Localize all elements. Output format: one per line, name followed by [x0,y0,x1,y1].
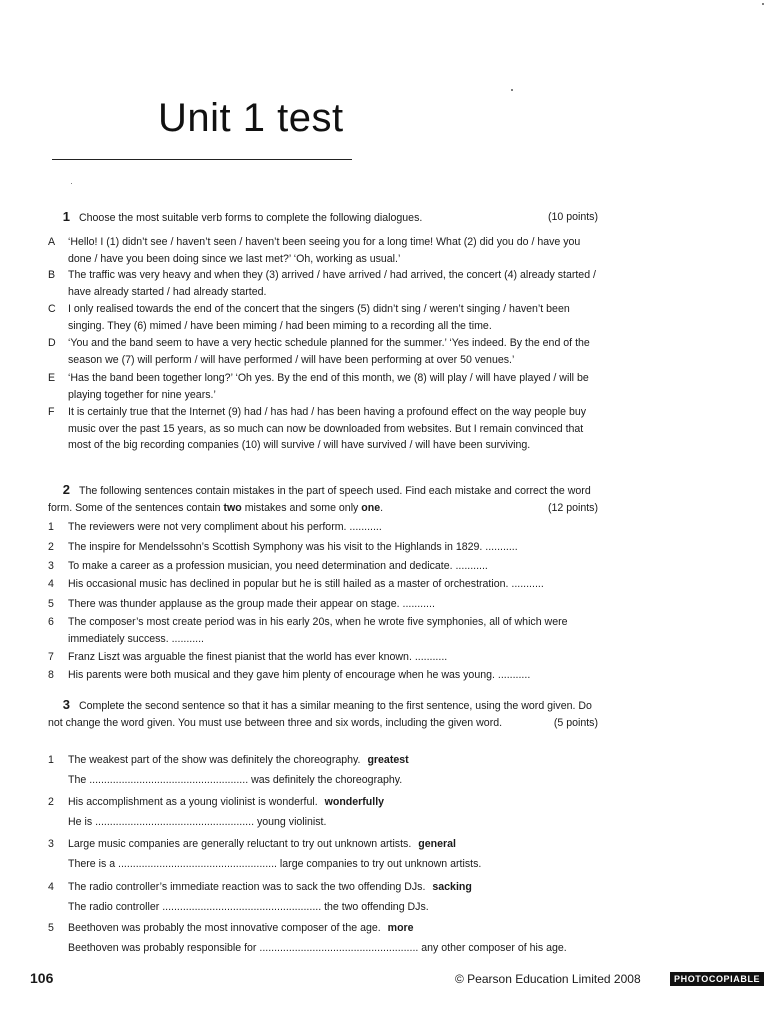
scan-speck [71,183,72,184]
original-sentence: The weakest part of the show was definitely the choreography. [68,754,361,766]
section-number: 2 [62,482,70,497]
transformation-item [48,920,598,956]
section-number: 3 [62,697,70,712]
key-word: more [387,922,414,934]
item-text: To make a career as a profession musician, you need determination and dedicate. ........... [68,560,488,572]
emphasis-word: two [223,501,242,514]
item-label: 3 [48,560,54,572]
sentence-item [48,576,598,593]
section-points: (12 points) [547,501,598,514]
item-text: I only realised towards the end of the concert that the singers (5) didn’t sing / weren’t singing / haven’t been singing. They (6) mimed / have been miming / had been miming to a recording all the time. [68,303,570,332]
title-underline [52,159,352,160]
page-number: 106 [30,970,54,986]
item-label: A [48,236,56,248]
original-sentence: Large music companies are generally reluctant to try out unknown artists. [68,838,412,850]
sentence-item [48,667,598,684]
item-text: Franz Liszt was arguable the finest pianist that the world has ever known. ........... [68,651,448,663]
item-label: 5 [48,598,54,610]
transformation-item [48,879,598,915]
dialogue-item [48,267,598,300]
item-label: 7 [48,651,54,663]
dialogue-item [48,234,598,267]
item-label: 4 [48,578,54,590]
item-text: His parents were both musical and they gave him plenty of encourage when he was young. ........... [68,669,531,681]
instruction-end: . [380,501,384,514]
item-text: The composer’s most create period was in his early 20s, when he wrote five symphonies, all of which were immediately success. ........... [68,616,568,645]
section-number: 1 [62,209,70,224]
key-word: sacking [432,881,472,893]
item-label: C [48,303,56,315]
original-sentence: Beethoven was probably the most innovative composer of the age. [68,922,381,934]
item-label: E [48,372,56,384]
section-2-heading [48,482,598,516]
item-label: 5 [48,922,54,934]
item-label: 3 [48,838,54,850]
original-sentence: The radio controller’s immediate reaction was to sack the two offending DJs. [68,881,426,893]
item-text: The traffic was very heavy and when they (3) arrived / have arrived / had arrived, the concert (4) already started / have already started / had already started. [68,269,596,298]
dialogue-item [48,370,598,403]
section-3-heading [48,697,598,731]
completion-line: There is a ...................................................... large companies to try out unknown artists. [68,857,482,870]
original-sentence: His accomplishment as a young violinist is wonderful. [68,796,318,808]
transformation-item [48,752,598,788]
item-label: 4 [48,881,54,893]
sentence-item [48,558,598,575]
item-label: 2 [48,796,54,808]
sentence-item [48,614,598,647]
page-title: Unit 1 test [158,96,344,140]
dialogue-item [48,301,598,334]
item-text: His occasional music has declined in popular but he is still hailed as a master of orchestration. ........... [68,578,544,590]
completion-line: He is ...................................................... young violinist. [68,815,327,828]
item-label: 6 [48,616,54,628]
scan-speck [762,3,764,5]
item-label: 1 [48,521,54,533]
sentence-item [48,649,598,666]
sentence-item [48,539,598,556]
item-text: There was thunder applause as the group made their appear on stage. ........... [68,598,435,610]
scan-speck [511,89,513,91]
item-text: The inspire for Mendelssohn’s Scottish Symphony was his visit to the Highlands in 1829. ........... [68,541,518,553]
section-instruction: Complete the second sentence so that it has a similar meaning to the first sentence, using the word given. Do not change the word given. You must use between three and six words, including the given word. [48,700,592,729]
item-label: 2 [48,541,54,553]
completion-line: The radio controller ...................................................... the two offending DJs. [68,900,429,913]
section-points: (10 points) [547,211,598,223]
copyright-notice: © Pearson Education Limited 2008 [455,972,641,986]
item-label: D [48,337,56,349]
dialogue-item [48,335,598,368]
section-instruction: Choose the most suitable verb forms to complete the following dialogues. [79,212,423,224]
completion-line: Beethoven was probably responsible for ...................................................... any other composer of his age. [68,941,567,954]
photocopiable-badge: PHOTOCOPIABLE [670,972,764,986]
emphasis-word: one [361,501,381,514]
sentence-item [48,596,598,613]
item-text: The reviewers were not very compliment about his perform. ........... [68,521,382,533]
transformation-item [48,836,598,872]
item-text: ‘You and the band seem to have a very hectic schedule planned for the summer.’ ‘Yes indeed. By the end of the season we (7) will perform / will have performed / will have been performing at over 50 venues.’ [68,337,590,366]
item-label: F [48,406,55,418]
item-label: B [48,269,56,281]
section-instruction: The following sentences contain mistakes in the part of speech used. Find each mistake and correct the word form. Some of the sentences contain [48,485,591,514]
dialogue-item [48,404,598,454]
item-label: 1 [48,754,54,766]
sentence-item [48,519,598,536]
item-text: ‘Has the band been together long?’ ‘Oh yes. By the end of this month, we (8) will play / will have played / will be playing together for nine years.’ [68,372,589,401]
key-word: greatest [367,754,409,766]
key-word: wonderfully [324,796,385,808]
section-instruction-cont: mistakes and some only [244,501,359,514]
key-word: general [418,838,456,850]
section-1-heading [48,209,598,227]
transformation-item [48,794,598,830]
completion-line: The ...................................................... was definitely the choreography. [68,773,403,786]
item-text: It is certainly true that the Internet (9) had / has had / has been having a profound effect on the way people buy music over the past 15 years, as so much can now be downloaded from websites. But I remain convinced that most of the big recording companies (10) will survive / will have survived / will have been surviving. [68,406,587,452]
item-label: 8 [48,669,54,681]
item-text: ‘Hello! I (1) didn’t see / haven’t seen / haven’t been seeing you for a long time! What (2) did you do / have you done / have you been doing since we last met?’ ‘Oh, working as usual.’ [68,236,581,265]
section-points: (5 points) [553,716,598,729]
